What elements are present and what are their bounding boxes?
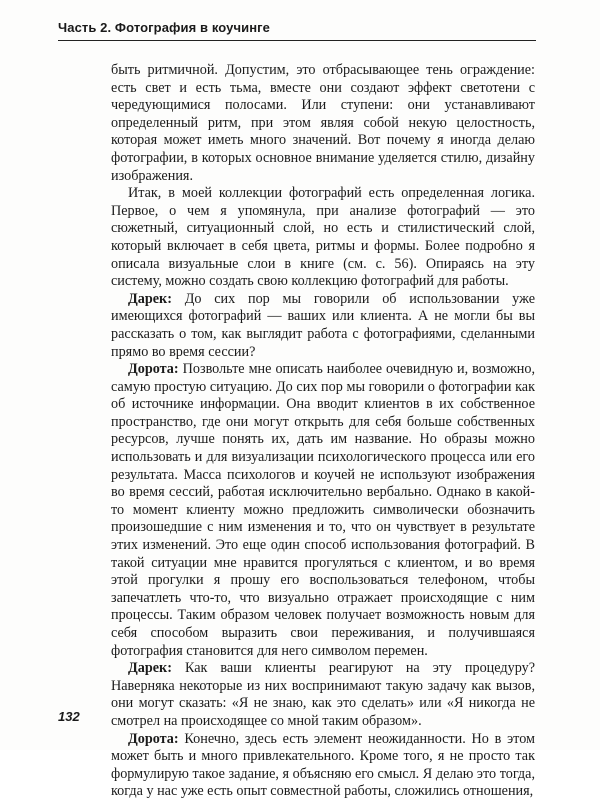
body-text [111, 62, 535, 801]
dialogue-paragraph [111, 660, 535, 730]
paragraph-text: До сих пор мы говорили об использовании уже имеющихся фотографий — ваших или клиента. А не могли бы вы рассказать о том, как выглядит работа с фотографиями, сделанными прямо во время сессии? [111, 290, 535, 360]
dialogue-paragraph [111, 291, 535, 361]
paragraph-text: быть ритмичной. Допустим, это отбрасывающее тень ограждение: есть свет и есть тьма, вместе они создают эффект светотени с чередующимися полосами. Или ступени: они устанавливают определенный ритм, при этом являя собой некую целостность, которая может иметь много значений. Вот почему я иногда делаю фотографии, в которых основное внимание уделяется стилю, дизайну изображения. [111, 62, 535, 184]
speaker-label: Дорота: [128, 730, 179, 747]
page-number: 132 [58, 709, 80, 724]
paragraph-text: Конечно, здесь есть элемент неожиданности. Но в этом может быть и много привлекательного. Кроме того, я не просто так формулирую такое задание, я объясняю его смысл. Я делаю это тогда, когда у нас уже есть опыт совместной работы, сложились отношения, [111, 730, 535, 800]
paragraph-text: Итак, в моей коллекции фотографий есть определенная логика. Первое, о чем я упомянула, при анализе фотографий — это сюжетный, ситуационный слой, но есть и стилистический слой, который включает в себя цвета, ритмы и формы. Более подробно я описала визуальные слои в книге (см. с. 56). Опираясь на эту систему, можно создать свою коллекцию фотографий для работы. [111, 185, 535, 290]
dialogue-paragraph [111, 361, 535, 660]
paragraph-text: Позвольте мне описать наиболее очевидную и, возможно, самую простую ситуацию. До сих пор мы говорили о фотографии как об источнике информации. Она вводит клиентов в их собственное пространство, где они могут открыть для себя больше собственных ресурсов, лучше понять их, дать им название. Но образы можно использовать и для визуализации психологического процесса или его результата. Масса психологов и коучей не используют изображения во время сессий, работая исключительно вербально. Однако в какой-то момент клиенту можно предложить символически обозначить произошедшие с ним изменения и то, что он чувствует в результате этих изменений. Это еще один способ использования фотографий. В такой ситуации мне нравится прогуляться с клиентом, и во время этой прогулки я прошу его воспользоваться телефоном, чтобы запечатлеть что-то, что визуально отражает происходящие с ним процессы. Таким образом человек получает возможность новым для себя способом выразить свои переживания, и получившаяся фотография становится для него символом перемен. [111, 361, 535, 659]
speaker-label: Дорота: [128, 361, 179, 378]
header-rule [58, 40, 536, 41]
speaker-label: Дарек: [128, 290, 172, 307]
dialogue-paragraph [111, 731, 535, 801]
speaker-label: Дарек: [128, 660, 172, 677]
paragraph [111, 62, 535, 185]
paragraph-text: Как ваши клиенты реагируют на эту процедуру? Наверняка некоторые из них воспринимают такую задачу как вызов, они могут сказать: «Я не знаю, как это сделать» или «Я никогда не смотрел на происходящее со мной таким образом». [111, 660, 535, 729]
running-head: Часть 2. Фотография в коучинге [58, 20, 270, 35]
paragraph [111, 185, 535, 291]
